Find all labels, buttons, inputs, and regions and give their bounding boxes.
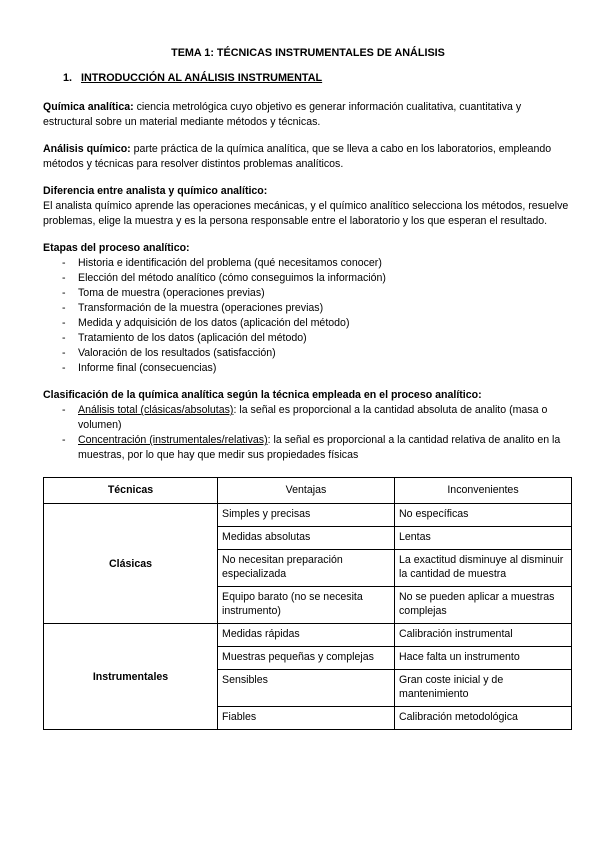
list-item: - Transformación de la muestra (operaciones previas): [43, 301, 573, 316]
document-page: [43, 46, 573, 730]
table-cell: Lentas: [395, 527, 572, 550]
table-cell: No se pueden aplicar a muestras complejas: [395, 587, 572, 624]
list-item: - Historia e identificación del problema (qué necesitamos conocer): [43, 256, 573, 271]
definition-analisis-quimico: [43, 142, 573, 172]
table-cell: Fiables: [218, 707, 395, 730]
definition-term: Análisis químico:: [43, 143, 131, 155]
list-item: [43, 433, 573, 463]
table-cell: Simples y precisas: [218, 504, 395, 527]
table-cell: Medidas rápidas: [218, 624, 395, 647]
group-cell: Instrumentales: [44, 624, 218, 730]
difference-heading: Diferencia entre analista y químico analítico:: [43, 185, 268, 197]
stages-heading: Etapas del proceso analítico:: [43, 242, 190, 254]
table-cell: Calibración metodológica: [395, 707, 572, 730]
definition-text: parte práctica de la química analítica, que se lleva a cabo en los laboratorios, empleando métodos y técnicas para resolver distintos problemas analíticos.: [43, 143, 552, 170]
list-item: - Informe final (consecuencias): [43, 361, 573, 376]
table-header-cell: Técnicas: [44, 478, 218, 504]
table-cell: Hace falta un instrumento: [395, 647, 572, 670]
table-cell: No específicas: [395, 504, 572, 527]
list-item: - Medida y adquisición de los datos (aplicación del método): [43, 316, 573, 331]
definition-term: Química analítica:: [43, 101, 134, 113]
table-header-row: [44, 478, 572, 504]
table-row: [44, 504, 572, 527]
table-cell: La exactitud disminuye al disminuir la cantidad de muestra: [395, 550, 572, 587]
table-cell: Equipo barato (no se necesita instrumento): [218, 587, 395, 624]
classification-list: [43, 403, 573, 463]
list-item: - Valoración de los resultados (satisfacción): [43, 346, 573, 361]
document-title: TEMA 1: TÉCNICAS INSTRUMENTALES DE ANÁLISIS: [171, 47, 445, 59]
difference-text: El analista químico aprende las operaciones mecánicas, y el químico analítico selecciona los métodos, resuelve problemas, elige la muestra y es la persona responsable entre el laboratorio y los que esperan el resultado.: [43, 200, 569, 227]
table-header-cell: Inconvenientes: [395, 478, 572, 504]
classification-label: Concentración (instrumentales/relativas): [78, 434, 268, 446]
list-item: - Elección del método analítico (cómo conseguimos la información): [43, 271, 573, 286]
definition-quimica-analitica: [43, 100, 573, 130]
table-cell: Gran coste inicial y de mantenimiento: [395, 670, 572, 707]
classification-heading: Clasificación de la química analítica según la técnica empleada en el proceso analítico:: [43, 389, 482, 401]
list-item: - Tratamiento de los datos (aplicación del método): [43, 331, 573, 346]
classification-text: : la señal es proporcional a la cantidad absoluta de analito (masa o volumen): [78, 404, 548, 431]
group-cell: Clásicas: [44, 504, 218, 624]
stages-list: [43, 256, 573, 376]
table-cell: Medidas absolutas: [218, 527, 395, 550]
list-item: - Toma de muestra (operaciones previas): [43, 286, 573, 301]
classification-label: Análisis total (clásicas/absolutas): [78, 404, 234, 416]
table-cell: Calibración instrumental: [395, 624, 572, 647]
section-number: 1.: [63, 72, 73, 84]
table-cell: Muestras pequeñas y complejas: [218, 647, 395, 670]
section-heading: [43, 71, 573, 86]
list-item: [43, 403, 573, 433]
table-cell: No necesitan preparación especializada: [218, 550, 395, 587]
table-row: [44, 624, 572, 647]
classification-text: : la señal es proporcional a la cantidad relativa de analito en la muestras, por lo que hay que medir sus propiedades físicas: [78, 434, 561, 461]
definition-text: ciencia metrológica cuyo objetivo es generar información cualitativa, cuantitativa y estructural sobre un material mediante métodos y técnicas.: [43, 101, 522, 128]
techniques-table: [43, 477, 572, 730]
table-header-cell: Ventajas: [218, 478, 395, 504]
table-cell: Sensibles: [218, 670, 395, 707]
section-title: INTRODUCCIÓN AL ANÁLISIS INSTRUMENTAL: [81, 72, 323, 84]
